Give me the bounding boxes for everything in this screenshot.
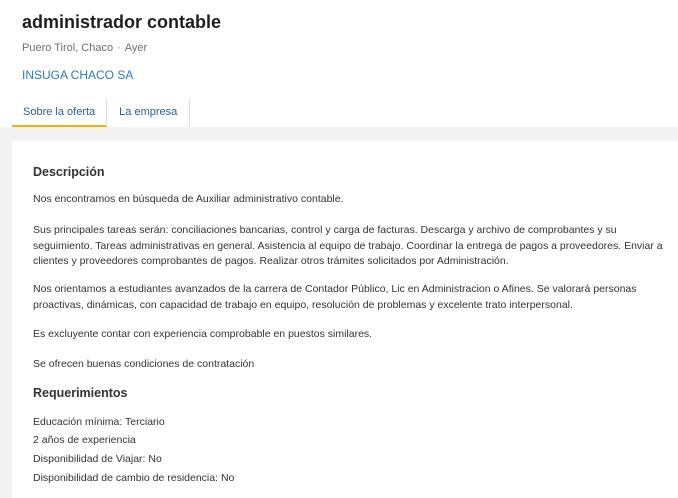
tab-la-empresa[interactable]: La empresa (107, 99, 190, 127)
company-link[interactable]: INSUGA CHACO SA (22, 68, 134, 82)
meta-separator: · (117, 42, 121, 54)
tab-bar (12, 99, 190, 127)
description-paragraph: Se ofrecen buenas condiciones de contratación (33, 358, 255, 370)
description-paragraph: Sus principales tareas serán: conciliaciones bancarias, control y carga de facturas. Descarga y archivo de comprobantes y su seguimiento. Tareas administrativas en general. Asistencia al equipo de trabajo. Coordinar la entrega de pagos a proveedores. Enviar a clientes y proveedores comprobantes de pagos. Realizar otros trámites solicitados por Administración. (33, 224, 663, 267)
requirements-heading: Requerimientos (33, 386, 128, 400)
job-meta (22, 42, 147, 54)
requirement-item: Disponibilidad de Viajar: No (33, 453, 162, 465)
description-paragraph: Nos orientamos a estudiantes avanzados de la carrera de Contador Público, Lic en Administracion o Afines. Se valorará personas proactivas, dinámicas, con capacidad de trabajo en equipo, resolución de problemas y excelente trato interpersonal. (33, 283, 637, 311)
description-paragraph: Nos encontramos en búsqueda de Auxiliar administrativo contable. (33, 193, 344, 205)
requirement-item: Disponibilidad de cambio de residencia: No (33, 472, 235, 484)
description-heading: Descripción (33, 165, 105, 179)
requirement-item: Educación mínima: Terciario (33, 416, 165, 428)
job-posted-date: Ayer (124, 42, 148, 54)
description-paragraph: Es excluyente contar con experiencia comprobable en puestos similares. (33, 328, 373, 340)
job-title: administrador contable (22, 12, 222, 32)
job-header (0, 0, 678, 127)
job-content-panel (12, 141, 678, 498)
job-location: Puero Tirol, Chaco (22, 42, 114, 54)
requirement-item: 2 años de experiencia (33, 434, 136, 446)
tab-sobre-la-oferta[interactable]: Sobre la oferta (12, 99, 107, 127)
